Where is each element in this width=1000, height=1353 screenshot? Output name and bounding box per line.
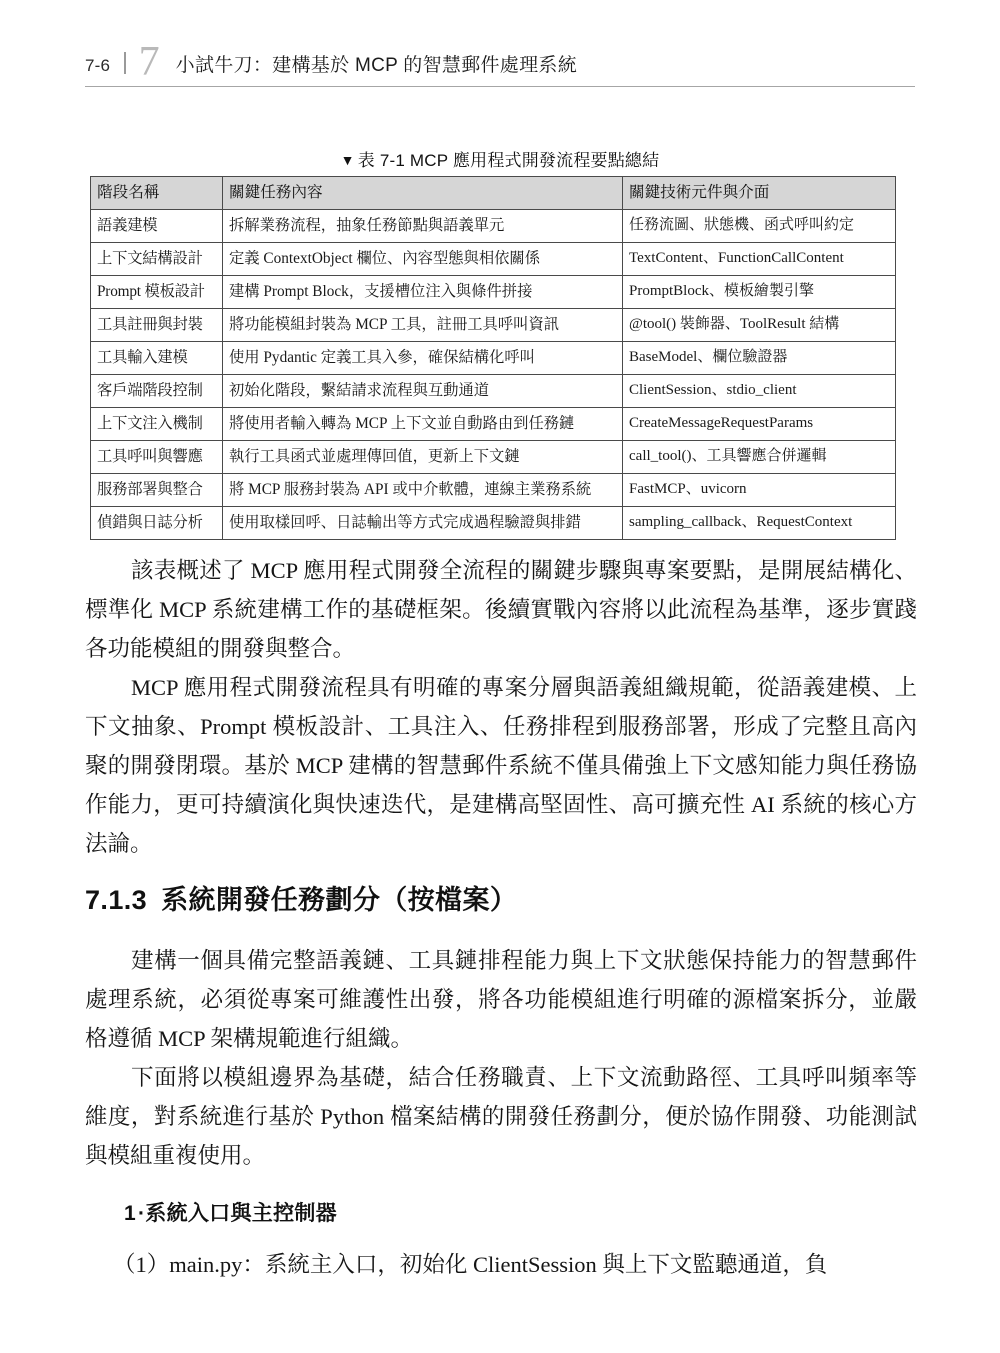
table-row <box>91 507 896 540</box>
cell-stage: 語義建模 <box>91 210 223 243</box>
paragraph-system-build: 建構一個具備完整語義鏈、工具鏈排程能力與上下文狀態保持能力的智慧郵件處理系統，必須從專案可維護性出發，將各功能模組進行明確的源檔案拆分，並嚴格遵循 MCP 架構規範進行組織。 <box>85 947 917 1051</box>
mcp-workflow-table <box>90 176 896 540</box>
cell-tech: ClientSession、stdio_client <box>623 375 896 408</box>
table-row <box>91 474 896 507</box>
table-header-row <box>91 177 896 210</box>
cell-tech: PromptBlock、模板繪製引擎 <box>623 276 896 309</box>
running-head <box>85 39 915 86</box>
table-row <box>91 243 896 276</box>
cell-task: 拆解業務流程，抽象任務節點與語義單元 <box>223 210 623 243</box>
cell-tech: TextContent、FunctionCallContent <box>623 243 896 276</box>
cell-stage: 上下文結構設計 <box>91 243 223 276</box>
column-header-stage: 階段名稱 <box>91 177 223 210</box>
table-header <box>91 177 896 210</box>
section-title: 系統開發任務劃分（按檔案） <box>161 885 518 916</box>
table-row <box>91 375 896 408</box>
table-caption-text: 表 7-1 MCP 應用程式開發流程要點總結 <box>357 151 660 170</box>
paragraph-summary: 該表概述了 MCP 應用程式開發全流程的關鍵步驟與專案要點，是開展結構化、標準化 MCP 系統建構工作的基礎框架。後續實戰內容將以此流程為基準，逐步實踐各功能模組的開發與整合。 <box>85 557 917 661</box>
table-row <box>91 309 896 342</box>
cell-task: 定義 ContextObject 欄位、內容型態與相依關係 <box>223 243 623 276</box>
cell-tech: 任務流圖、狀態機、函式呼叫約定 <box>623 210 896 243</box>
running-head-divider <box>124 52 126 74</box>
page-folio: 7-6 <box>85 56 111 75</box>
cell-tech: sampling_callback、RequestContext <box>623 507 896 540</box>
caption-marker-icon: ▼ <box>340 152 355 168</box>
cell-task: 將功能模組封裝為 MCP 工具，註冊工具呼叫資訊 <box>223 309 623 342</box>
section-number: 7.1.3 <box>85 885 148 916</box>
cell-stage: 工具註冊與封裝 <box>91 309 223 342</box>
cell-tech: BaseModel、欄位驗證器 <box>623 342 896 375</box>
cell-stage: 偵錯與日誌分析 <box>91 507 223 540</box>
cell-task: 將 MCP 服務封裝為 API 或中介軟體，連線主業務系統 <box>223 474 623 507</box>
section-heading <box>85 878 917 917</box>
cell-task: 建構 Prompt Block，支援槽位注入與條件拼接 <box>223 276 623 309</box>
cell-task: 使用取樣回呼、日誌輸出等方式完成過程驗證與排錯 <box>223 507 623 540</box>
column-header-task: 關鍵任務內容 <box>223 177 623 210</box>
cell-stage: 工具輸入建模 <box>91 342 223 375</box>
table-row <box>91 210 896 243</box>
paragraph-architecture: MCP 應用程式開發流程具有明確的專案分層與語義組織規範，從語義建模、上下文抽象、Prompt 模板設計、工具注入、任務排程到服務部署，形成了完整且高內聚的開發閉環。基於 MCP 建構的智慧郵件系統不僅具備強上下文感知能力與任務協作能力，更可持續演化與快速迭代，是建構高堅固性、高可擴充性 AI 系統的核心方法論。 <box>85 674 917 856</box>
cell-stage: Prompt 模板設計 <box>91 276 223 309</box>
paragraph-main-entry: （1）main.py：系統主入口，初始化 ClientSession 與上下文監聽通道，負 <box>113 1251 828 1277</box>
sub-heading-separator: · <box>137 1202 146 1225</box>
header-rule <box>85 86 915 87</box>
cell-stage: 客戶端階段控制 <box>91 375 223 408</box>
table-row <box>91 342 896 375</box>
cell-task: 執行工具函式並處理傳回值，更新上下文鏈 <box>223 441 623 474</box>
cell-tech: CreateMessageRequestParams <box>623 408 896 441</box>
cell-stage: 上下文注入機制 <box>91 408 223 441</box>
cell-task: 使用 Pydantic 定義工具入參，確保結構化呼叫 <box>223 342 623 375</box>
cell-tech: call_tool()、工具響應合併邏輯 <box>623 441 896 474</box>
cell-stage: 工具呼叫與響應 <box>91 441 223 474</box>
cell-task: 初始化階段，繫結請求流程與互動通道 <box>223 375 623 408</box>
cell-tech: FastMCP、uvicorn <box>623 474 896 507</box>
cell-stage: 服務部署與整合 <box>91 474 223 507</box>
sub-heading-title: 系統入口與主控制器 <box>145 1202 337 1225</box>
paragraph-module-boundary: 下面將以模組邊界為基礎，結合任務職責、上下文流動路徑、工具呼叫頻率等維度，對系統進行基於 Python 檔案結構的開發任務劃分，便於協作開發、功能測試與模組重複使用。 <box>85 1064 917 1168</box>
table-row <box>91 276 896 309</box>
table-row <box>91 441 896 474</box>
chapter-title: 小試牛刀：建構基於 MCP 的智慧郵件處理系統 <box>175 55 578 76</box>
cell-tech: @tool() 裝飾器、ToolResult 結構 <box>623 309 896 342</box>
table-caption <box>85 146 915 171</box>
table-body <box>91 210 896 540</box>
cell-task: 將使用者輸入轉為 MCP 上下文並自動路由到任務鏈 <box>223 408 623 441</box>
sub-heading-number: 1 <box>124 1202 136 1225</box>
chapter-number: 7 <box>138 39 160 85</box>
sub-heading <box>124 1197 914 1227</box>
table-row <box>91 408 896 441</box>
column-header-tech: 關鍵技術元件與介面 <box>623 177 896 210</box>
